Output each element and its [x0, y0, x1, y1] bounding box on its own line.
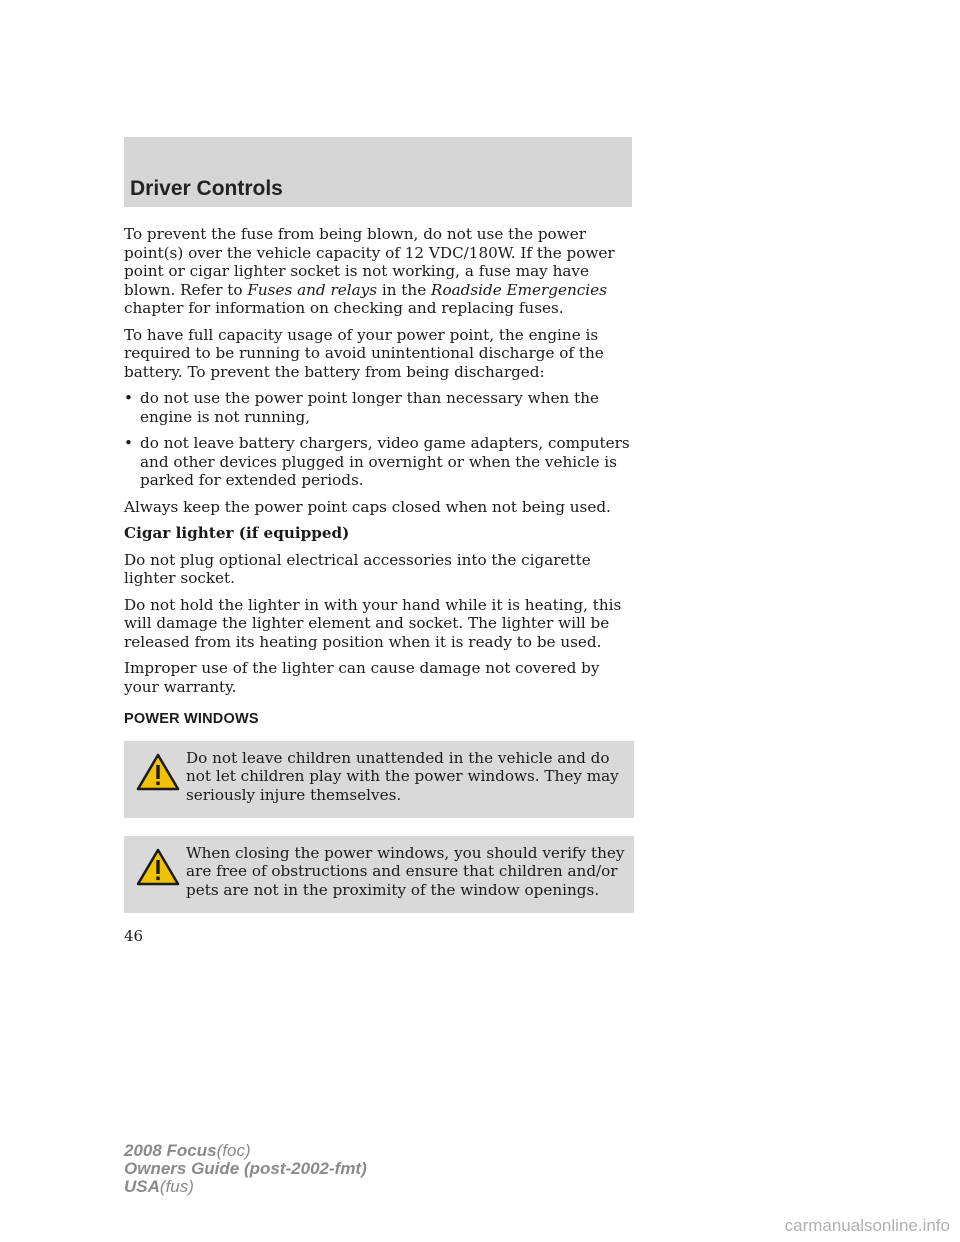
paragraph-accessories: Do not plug optional electrical accessories into the cigarette lighter socket.: [124, 550, 591, 587]
bullet-text: do not leave battery chargers, video game adapters, computers and other devices plugged in overnight or when the vehicle is parked for extended periods.: [140, 434, 630, 489]
bullet-item: [124, 434, 634, 490]
bullet-symbol: •: [124, 434, 133, 452]
paragraph-text: in the: [377, 280, 432, 299]
reference-roadside-emergencies: Roadside Emergencies: [431, 280, 607, 299]
page-number: 46: [124, 927, 144, 945]
paragraph-fuse: [124, 225, 634, 318]
warning-triangle-icon: [136, 847, 180, 887]
warning-box: [124, 836, 634, 913]
paragraph-warranty: Improper use of the lighter can cause damage not covered by your warranty.: [124, 659, 600, 696]
footer-model-code: (foc): [216, 1141, 251, 1160]
page-content: [124, 225, 634, 931]
paragraph-capacity: To have full capacity usage of your power point, the engine is required to be running to avoid unintentional discharge of the battery. To prevent the battery from being discharged:: [124, 325, 604, 381]
footer-guide: Owners Guide (post-2002-fmt): [124, 1159, 367, 1178]
cigar-lighter-heading: Cigar lighter (if equipped): [124, 524, 350, 542]
footer-region-code: (fus): [159, 1177, 194, 1196]
reference-fuses-and-relays: Fuses and relays: [247, 280, 378, 299]
bullet-symbol: •: [124, 389, 133, 407]
power-windows-heading: POWER WINDOWS: [124, 711, 259, 727]
document-footer: [124, 1142, 367, 1196]
warning-box: [124, 741, 634, 818]
paragraph-text: To prevent the fuse from being blown, do not use the power point(s) over the vehicle capacity of 12 VDC/180W. If the power point or cigar lighter socket is not working, a fuse may have blown. Refer to: [124, 225, 615, 299]
watermark: carmanualsonline.info: [784, 1216, 950, 1235]
warning-text: When closing the power windows, you should verify they are free of obstructions and ensure that children and/or pets are not in the proximity of the window openings.: [186, 843, 625, 899]
paragraph-caps: Always keep the power point caps closed when not being used.: [124, 497, 611, 516]
footer-model: 2008 Focus: [124, 1141, 217, 1160]
warning-text: Do not leave children unattended in the vehicle and do not let children play with the power windows. They may seriously injure themselves.: [186, 748, 619, 804]
bullet-text: do not use the power point longer than necessary when the engine is not running,: [140, 389, 599, 426]
paragraph-text: chapter for information on checking and replacing fuses.: [124, 299, 564, 317]
warning-triangle-icon: [136, 752, 180, 792]
bullet-item: [124, 389, 634, 426]
paragraph-heating: Do not hold the lighter in with your hand while it is heating, this will damage the lighter element and socket. The lighter will be released from its heating position when it is ready to be used.: [124, 595, 622, 651]
footer-region: USA: [124, 1177, 160, 1196]
section-header-band: [124, 137, 632, 207]
section-title: Driver Controls: [130, 177, 283, 200]
